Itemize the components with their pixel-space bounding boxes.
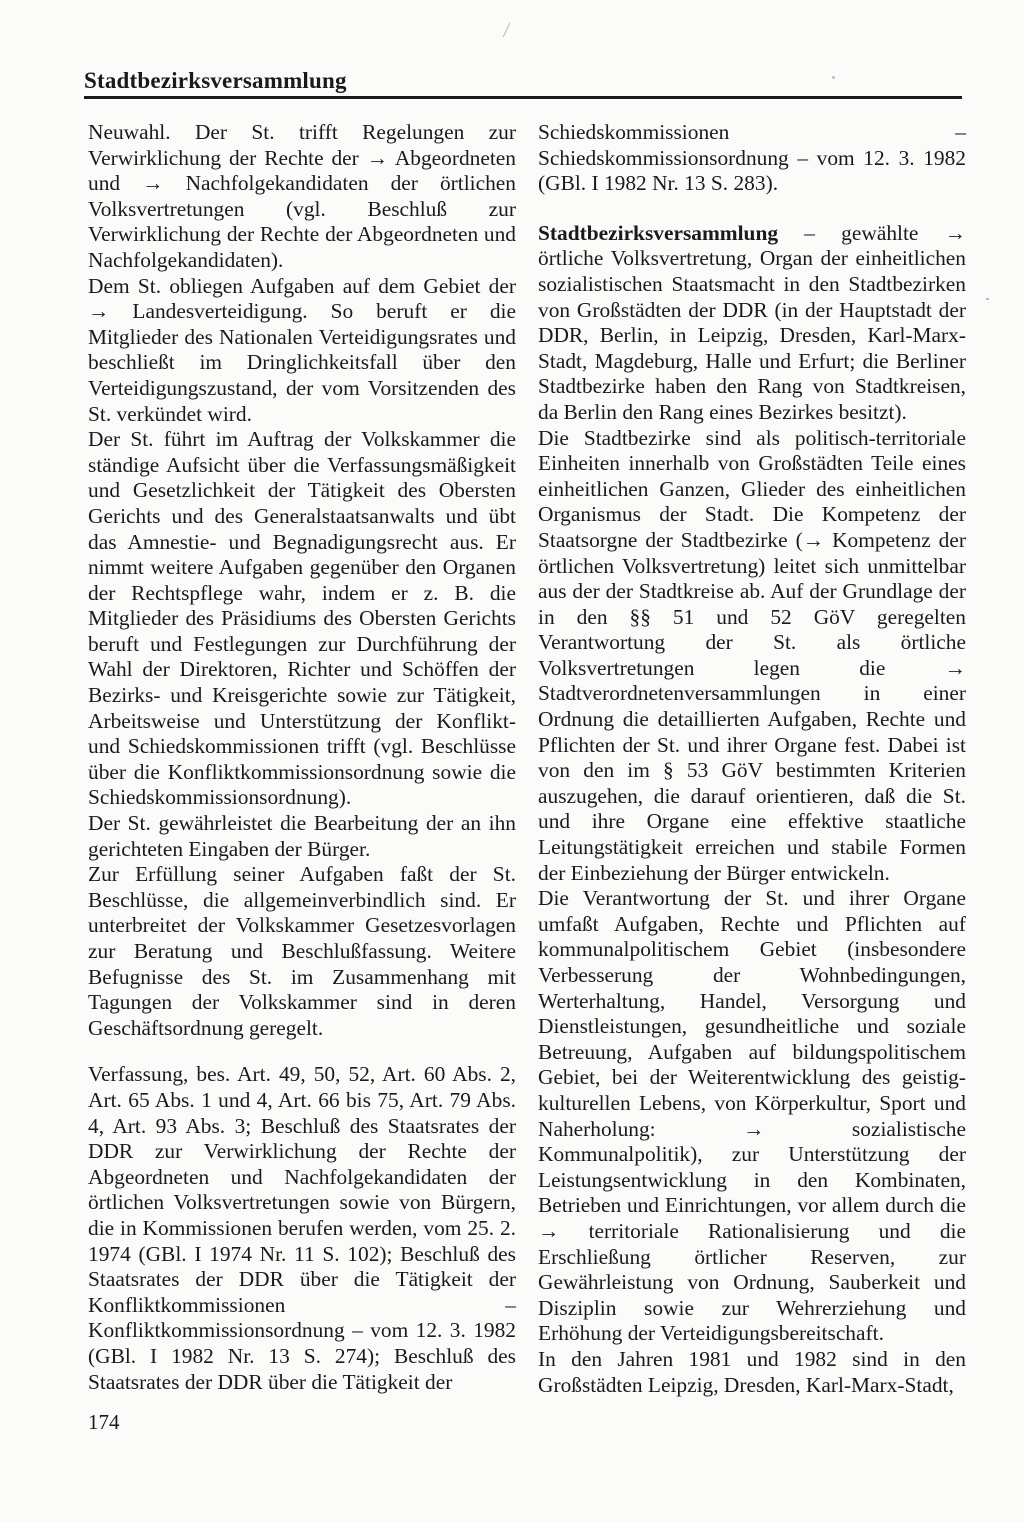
entry-term: Stadtbezirksversammlung xyxy=(538,220,779,245)
paragraph: Dem St. obliegen Aufgaben auf dem Gebiet der → Landesverteidigung. So beruft er die Mitglieder des Nationalen Verteidigungsrates und beschließt im Dringlichkeitsfall über den Verteidigungszustand, der vom Vorsitzenden des St. verkündet wird. xyxy=(88,273,516,426)
paragraph: Die Verantwortung der St. und ihrer Organe umfaßt Aufgaben, Rechte und Pflichten auf kommunalpolitischem Gebiet (insbesondere Verbesserung der Wohnbedingungen, Werterhaltung, Handel, Versorgung und Dienstleistungen, gesundheitliche und soziale Betreuung, Aufgaben auf bildungspolitischem Gebiet, bei der Weiterentwicklung des geistig-kulturellen Lebens, von Körperkultur, Sport und Naherholung: → sozialistische Kommunalpolitik), zur Unterstützung der Leistungsentwicklung in den Kombinaten, Betrieben und Einrichtungen, vor allem durch die → territoriale Rationalisierung und die Erschließung örtlicher Reserven, zur Gewährleistung von Ordnung, Sauberkeit und Disziplin sowie zur Wehrerziehung und Erhöhung der Verteidigungsbereitschaft. xyxy=(538,886,966,1346)
paragraph: Zur Erfüllung seiner Aufgaben faßt der St. Beschlüsse, die allgemeinverbindlich sind. Er unterbreitet der Volkskammer Gesetzesvorlagen zur Beratung und Beschlußfassung. Weitere Befugnisse des St. im Zusammenhang mit Tagungen der Volkskammer sind in deren Geschäftsordnung geregelt. xyxy=(88,862,516,1040)
paragraph: Neuwahl. Der St. trifft Regelungen zur Verwirklichung der Rechte der → Abgeordneten und → Nachfolgekandidaten der örtlichen Volksvertretungen (vgl. Beschluß zur Verwirklichung der Rechte der Abgeordneten und Nachfolgekandidaten). xyxy=(88,120,516,272)
left-column xyxy=(88,120,516,1395)
page-header xyxy=(84,68,962,99)
scan-speck xyxy=(986,298,989,300)
scan-speck xyxy=(832,76,835,79)
running-head-title: Stadtbezirksversammlung xyxy=(84,68,347,93)
entry-definition: – gewählte → örtliche Volksvertretung, Organ der einheitlichen sozialistischen Staatsmacht in den Stadtbezirken von Großstädten der DDR (in der Hauptstadt der DDR, Berlin, in Leipzig, Dresden, Karl-Marx-Stadt, Magdeburg, Halle und Erfurt; die Berliner Stadtbezirke haben den Rang von Stadtkreisen, da Berlin den Rang eines Bezirkes besitzt). xyxy=(538,220,966,424)
paragraph: Der St. gewährleistet die Bearbeitung der an ihn gerichteten Eingaben der Bürger. xyxy=(88,811,516,861)
paragraph: In den Jahren 1981 und 1982 sind in den Großstädten Leipzig, Dresden, Karl-Marx-Stadt, xyxy=(538,1346,966,1397)
continuation-paragraph: Schiedskommissionen – Schiedskommissionsordnung – vom 12. 3. 1982 (GBl. I 1982 Nr. 13 S. 283). xyxy=(538,120,966,196)
right-column xyxy=(538,120,966,1398)
entry-paragraph xyxy=(538,221,966,426)
paragraph: Der St. führt im Auftrag der Volkskammer die ständige Aufsicht über die Verfassungsmäßigkeit und Gesetzlichkeit der Tätigkeit des Obersten Gerichts und des Generalstaatsanwalts und übt das Amnestie- und Begnadigungsrecht aus. Er nimmt weitere Aufgaben gegenüber den Organen der Rechtspflege wahr, indem er z. B. die Mitglieder des Präsidiums des Obersten Gerichts beruft und Festlegungen zur Durchführung der Wahl der Direktoren, Richter und Schöffen der Bezirks- und Kreisgerichte sowie zur Tätigkeit, Arbeitsweise und Unterstützung der Konflikt- und Schiedskommissionen trifft (vgl. Beschlüsse über die Konfliktkommissionsordnung sowie die Schiedskommissionsordnung). xyxy=(88,427,516,810)
references-paragraph: Verfassung, bes. Art. 49, 50, 52, Art. 60 Abs. 2, Art. 65 Abs. 1 und 4, Art. 66 bis 75, Art. 79 Abs. 4, Art. 93 Abs. 3; Beschluß des Staatsrates der DDR zur Verwirklichung der Rechte der Abgeordneten und Nachfolgekandidaten der örtlichen Volksvertretungen sowie von Bürgern, die in Kommissionen berufen werden, vom 25. 2. 1974 (GBl. I 1974 Nr. 11 S. 102); Beschluß des Staatsrates der DDR über die Tätigkeit der Konfliktkommissionen – Konfliktkommissionsordnung – vom 12. 3. 1982 (GBl. I 1982 Nr. 13 S. 274); Beschluß des Staatsrates der DDR über die Tätigkeit der xyxy=(88,1062,516,1394)
page-number: 174 xyxy=(88,1410,120,1434)
paragraph: Die Stadtbezirke sind als politisch-territoriale Einheiten innerhalb von Großstädten Teile eines einheitlichen Ganzen, Glieder des einheitlichen Organismus der Stadt. Die Kompetenz der Staatsorgne der Stadtbezirke (→ Kompetenz der örtlichen Volksvertretung) leitet sich unmittelbar aus der der Stadtkreise ab. Auf der Grundlage der in den §§ 51 und 52 GöV geregelten Verantwortung der St. als örtliche Volksvertretungen legen die → Stadtverordnetenversammlungen in einer Ordnung die detaillierten Aufgaben, Rechte und Pflichten der St. und ihrer Organe fest. Dabei ist von den im § 53 GöV bestimmten Kriterien auszugehen, die darauf orientieren, daß die St. und ihre Organe eine effektive staatliche Leitungstätigkeit erreichen und stabile Formen der Einbeziehung der Bürger entwickeln. xyxy=(538,425,966,885)
scan-speck xyxy=(503,23,511,38)
